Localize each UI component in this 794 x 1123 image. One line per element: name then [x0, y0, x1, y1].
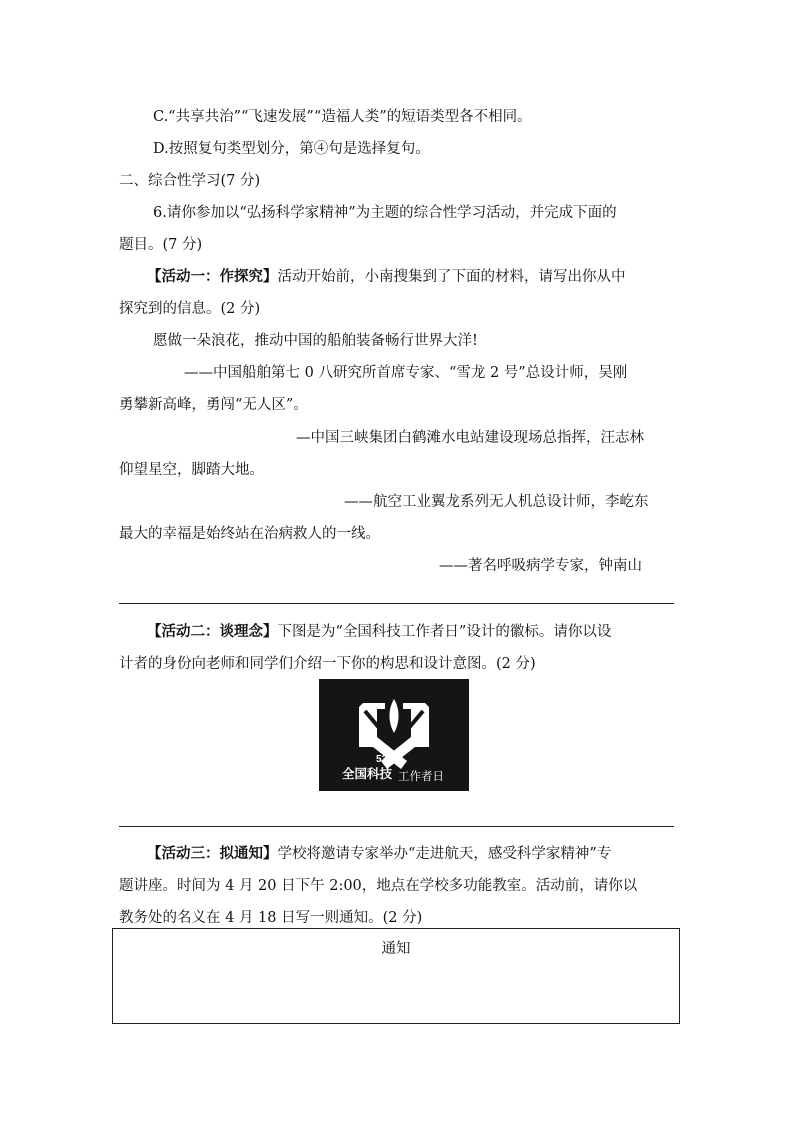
activity-two-line-2: 计者的身份向老师和同学们介绍一下你的构思和设计意图。(2 分): [119, 656, 536, 672]
hands-emblem-icon: [319, 679, 469, 791]
emblem-number: 530: [376, 754, 393, 765]
notice-title: 通知: [381, 941, 411, 957]
divider-top: [119, 603, 674, 604]
emblem-caption-a: 全国科技: [342, 766, 393, 781]
activity-two-line-1: [147, 622, 611, 642]
emblem-caption-b: 工作者日: [398, 769, 444, 783]
section-two-heading: 二、综合性学习(7 分): [119, 173, 261, 189]
center-flame: [389, 699, 398, 733]
activity-three-text: 学校将邀请专家举办“走进航天，感受科学家精神”专: [277, 846, 612, 862]
attribution-3: ——航空工业翼龙系列无人机总设计师，李屹东: [344, 494, 649, 510]
quote-3: 仰望星空，脚踏大地。: [119, 462, 264, 478]
question-6-line-2: 题目。(7 分): [119, 237, 203, 253]
option-c: C.“共享共治”“飞速发展”“造福人类”的短语类型各不相同。: [153, 109, 532, 125]
quote-1: 愿做一朵浪花，推动中国的船舶装备畅行世界大洋!: [153, 333, 478, 349]
activity-three-line-1: [147, 844, 611, 864]
option-d: D.按照复句类型划分，第④句是选择复句。: [153, 141, 430, 157]
activity-two-text: 下图是为“全国科技工作者日”设计的徽标。请你以设: [277, 624, 612, 640]
attribution-4: ——著名呼吸病学专家，钟南山: [439, 558, 642, 574]
activity-two-tag: 【活动二：谈理念】: [147, 623, 278, 640]
activity-three-line-3: 教务处的名义在 4 月 18 日写一则通知。(2 分): [119, 910, 423, 926]
science-worker-day-emblem: [319, 679, 469, 791]
activity-three-tag: 【活动三：拟通知】: [147, 845, 278, 862]
activity-one-line-1: [147, 267, 626, 287]
attribution-1: ——中国船舶第七 0 八研究所首席专家、“雪龙 2 号”总设计师，吴刚: [184, 365, 628, 381]
activity-one-line-2: 探究到的信息。(2 分): [119, 301, 261, 317]
notice-writing-box[interactable]: [112, 928, 680, 1024]
activity-three-line-2: 题讲座。时间为 4 月 20 日下午 2:00，地点在学校多功能教室。活动前，请你以: [119, 878, 638, 894]
attribution-2: —中国三峡集团白鹤滩水电站建设现场总指挥，汪志林: [296, 430, 644, 446]
divider-bottom: [119, 826, 674, 827]
question-6-line-1: 6.请你参加以“弘扬科学家精神”为主题的综合性学习活动，并完成下面的: [153, 205, 617, 221]
quote-2: 勇攀新高峰，勇闯“无人区”。: [119, 397, 308, 413]
activity-one-text: 活动开始前，小南搜集到了下面的材料，请写出你从中: [277, 269, 626, 285]
quote-4: 最大的幸福是始终站在治病救人的一线。: [119, 526, 380, 542]
activity-one-tag: 【活动一：作探究】: [147, 268, 278, 285]
